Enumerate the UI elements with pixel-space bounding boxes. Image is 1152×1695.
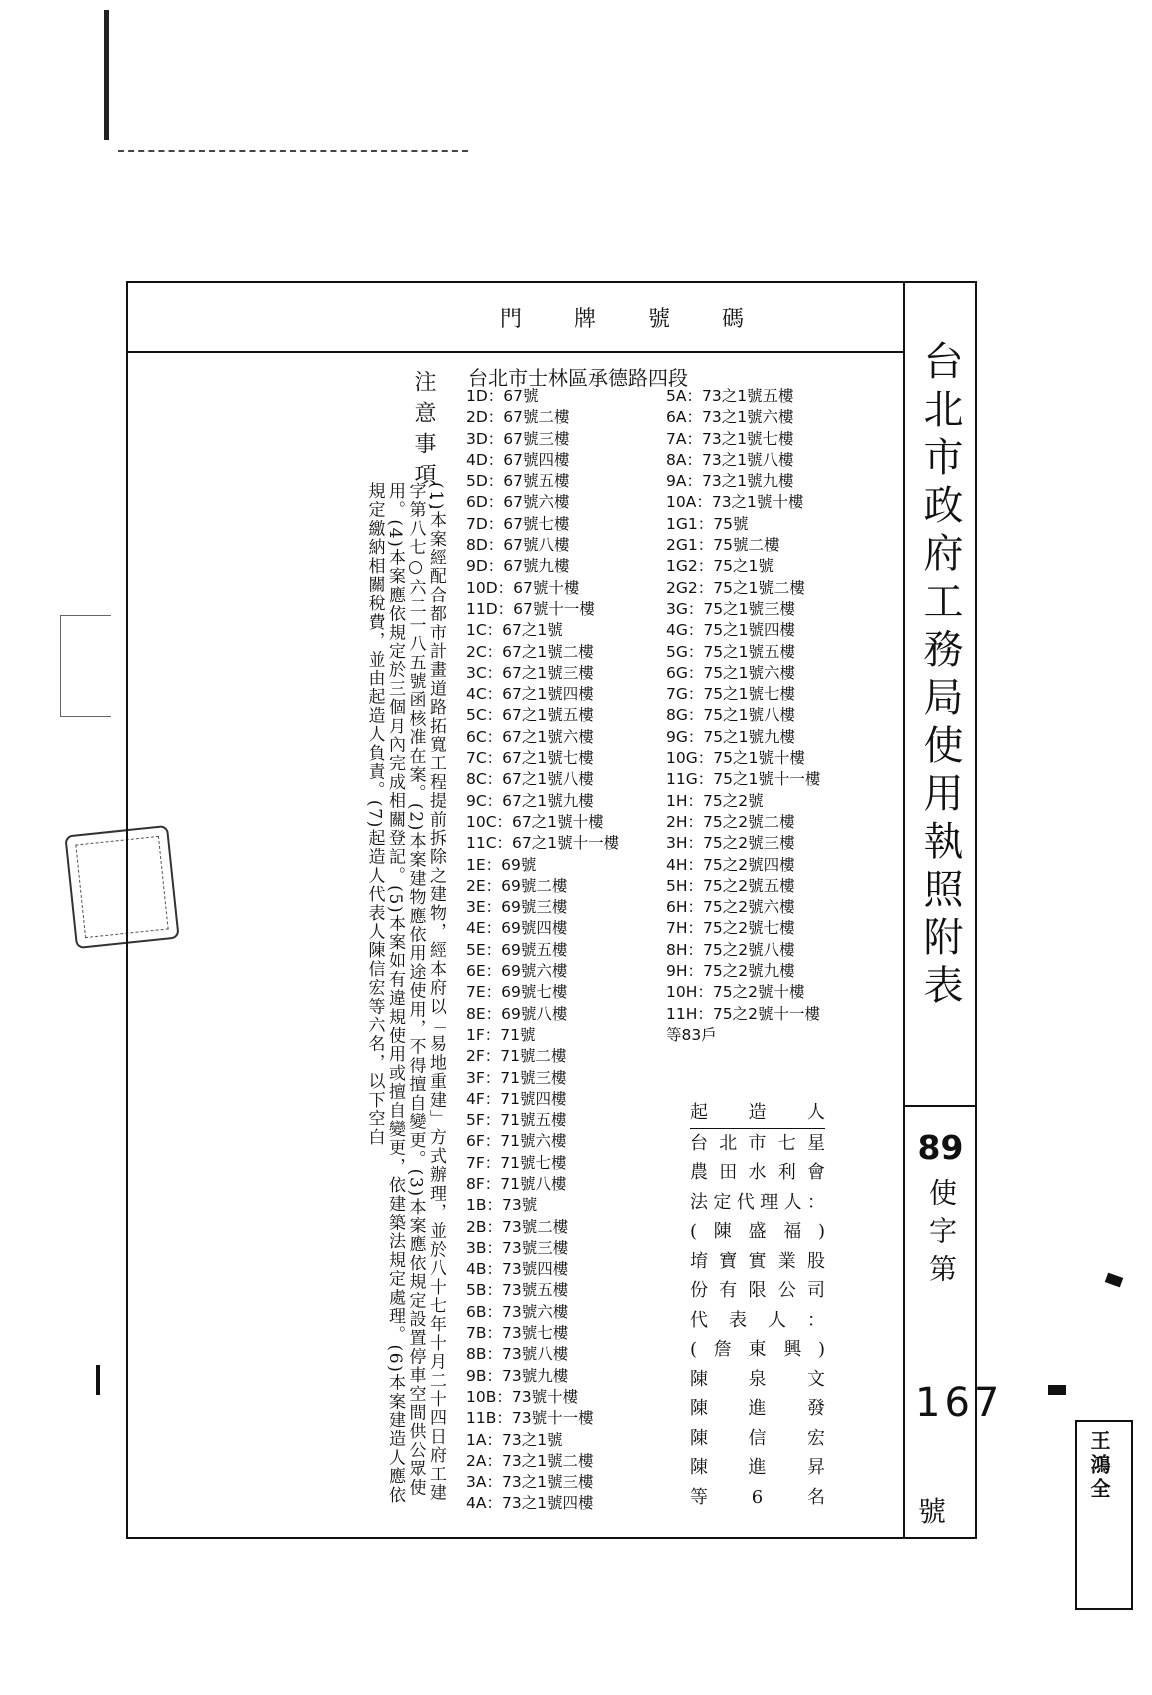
applicant-line: 等6名 xyxy=(690,1486,825,1508)
address-entry: 9C：67之1號九樓 xyxy=(466,791,594,810)
address-entry: 2E：69號二樓 xyxy=(466,876,568,895)
address-entry: 5G：75之1號五樓 xyxy=(666,642,795,661)
applicant-line: 代表人： xyxy=(690,1309,825,1331)
address-entry: 9B：73號九樓 xyxy=(466,1366,569,1385)
official-stamp xyxy=(1075,1420,1133,1610)
scan-mark xyxy=(1048,1385,1066,1395)
address-entry: 6D：67號六樓 xyxy=(466,493,570,512)
address-entry: 2H：75之2號二樓 xyxy=(666,812,795,831)
address-entry: 6H：75之2號六樓 xyxy=(666,898,795,917)
address-entry: 1E：69號 xyxy=(466,855,537,874)
address-entry: 1C：67之1號 xyxy=(466,621,563,640)
applicant-line: (詹東興) xyxy=(690,1339,825,1360)
address-entry: 7G：75之1號七樓 xyxy=(666,685,795,704)
address-entry: 2G1：75號二樓 xyxy=(666,536,780,555)
address-entry: 9G：75之1號九樓 xyxy=(666,727,795,746)
address-entry: 8H：75之2號八樓 xyxy=(666,940,795,959)
address-entry: 2G2：75之1號二樓 xyxy=(666,578,805,597)
address-entry: 7C：67之1號七樓 xyxy=(466,749,594,768)
address-entry: 4F：71號四樓 xyxy=(466,1089,567,1108)
address-entry: 2D：67號二樓 xyxy=(466,408,570,427)
applicant-line: 農田水利會 xyxy=(690,1162,825,1183)
address-entry: 11D：67號十一樓 xyxy=(466,599,595,618)
address-entry: 1B：73號 xyxy=(466,1196,538,1215)
address-entry: 5C：67之1號五樓 xyxy=(466,706,594,725)
address-entry: 7D：67號七樓 xyxy=(466,514,570,533)
applicant-line: 陳信宏 xyxy=(690,1427,825,1449)
address-entry: 11C：67之1號十一樓 xyxy=(466,834,620,853)
stamp-text: 王鴻全 xyxy=(1087,1430,1111,1502)
address-entry: 3A：73之1號三樓 xyxy=(466,1473,594,1492)
address-entry: 6G：75之1號六樓 xyxy=(666,663,795,682)
address-entry: 3C：67之1號三樓 xyxy=(466,663,594,682)
address-entry: 4A：73之1號四樓 xyxy=(466,1494,594,1513)
applicant-line: 陳進昇 xyxy=(690,1457,825,1478)
address-entry: 1G1：75號 xyxy=(666,514,749,533)
address-entry: 11B：73號十一樓 xyxy=(466,1409,594,1428)
address-entry: 10C：67之1號十樓 xyxy=(466,812,604,831)
notes-title: 注意事項： xyxy=(411,370,436,525)
address-entry: 8D：67號八樓 xyxy=(466,536,570,555)
address-entry: 8F：71號八樓 xyxy=(466,1174,567,1193)
address-entry: 3B：73號三樓 xyxy=(466,1238,569,1257)
address-entry: 7H：75之2號七樓 xyxy=(666,919,795,938)
address-entry: 6B：73號六樓 xyxy=(466,1302,569,1321)
address-entry: 9H：75之2號九樓 xyxy=(666,962,795,981)
address-entry: 2B：73號二樓 xyxy=(466,1217,569,1236)
binding-edge-mark xyxy=(104,10,109,140)
field-heading: 門牌號碼 xyxy=(500,307,797,332)
license-suffix: 號 xyxy=(918,1495,947,1528)
scan-rule-line xyxy=(118,150,468,152)
license-year: 89 xyxy=(917,1128,964,1167)
license-word: 使字第 xyxy=(925,1178,958,1292)
applicant-line: 陳進發 xyxy=(690,1398,825,1419)
address-entry: 1D：67號 xyxy=(466,387,539,405)
address-entry: 5D：67號五樓 xyxy=(466,472,570,491)
address-entry: 3G：75之1號三樓 xyxy=(666,599,795,618)
address-entry: 6C：67之1號六樓 xyxy=(466,727,594,746)
address-entry: 3F：71號三樓 xyxy=(466,1068,567,1087)
address-entry: 1F：71號 xyxy=(466,1025,536,1044)
address-entry: 11G：75之1號十一樓 xyxy=(666,770,821,789)
applicant-line: 法定代理人： xyxy=(690,1191,825,1213)
address-entry: 4B：73號四樓 xyxy=(466,1260,569,1279)
address-entry: 2F：71號二樓 xyxy=(466,1047,567,1066)
address-column-a xyxy=(466,386,619,1515)
address-entry: 等83戶 xyxy=(666,1025,717,1044)
address-entry: 6A：73之1號六樓 xyxy=(666,408,794,427)
address-entry: 9A：73之1號九樓 xyxy=(666,472,794,491)
address-entry: 6F：71號六樓 xyxy=(466,1132,567,1151)
address-entry: 8E：69號八樓 xyxy=(466,1004,568,1023)
address-entry: 8B：73號八樓 xyxy=(466,1345,569,1364)
address-entry: 10A：73之1號十樓 xyxy=(666,493,804,512)
address-entry: 5F：71號五樓 xyxy=(466,1111,567,1130)
applicant-block xyxy=(690,1098,825,1512)
address-entry: 5E：69號五樓 xyxy=(466,940,568,959)
address-entry: 2A：73之1號二樓 xyxy=(466,1451,594,1470)
notes-body: (1)本案經配合都市計畫道路拓寬工程提前拆除之建物，經本府以「易地重建」方式辦理，並於八十七年十月二十四日府工建字第八七○六二一八五號函核准在案。(2)本案建物應依用途使用，不得擅自變更。(3)本案應依規定設置停車空間供公眾使用。(4)本案應依規定於三個月內完成相關登記。(5)本案如有違規使用或擅自變更，依建築法規定處理。(6)本案建造人應依規定繳納相關稅費，並由起造人負責。(7)起造人代表人陳信宏等六名，以下空白 xyxy=(364,482,446,1505)
address-entry: 2C：67之1號二樓 xyxy=(466,642,594,661)
form-title: 台北市政府工務局使用執照附表 xyxy=(917,340,963,1012)
applicant-line: (陳盛福) xyxy=(690,1221,825,1242)
column-divider xyxy=(903,283,905,1537)
address-entry: 3E：69號三樓 xyxy=(466,898,568,917)
scan-mark xyxy=(1105,1273,1123,1288)
applicant-line: 陳泉文 xyxy=(690,1368,825,1390)
address-entry: 11H：75之2號十一樓 xyxy=(666,1004,820,1023)
column-separator xyxy=(905,1105,975,1107)
address-entry: 4C：67之1號四樓 xyxy=(466,685,594,704)
address-entry: 8A：73之1號八樓 xyxy=(666,450,794,469)
address-entry: 10G：75之1號十樓 xyxy=(666,749,805,768)
address-entry: 5H：75之2號五樓 xyxy=(666,876,795,895)
address-entry: 4H：75之2號四樓 xyxy=(666,855,795,874)
address-entry: 1G2：75之1號 xyxy=(666,557,774,576)
address-entry: 5B：73號五樓 xyxy=(466,1281,569,1300)
address-entry: 3D：67號三樓 xyxy=(466,429,570,448)
address-entry: 7E：69號七樓 xyxy=(466,983,568,1002)
address-heading: 台北市士林區承德路四段 xyxy=(468,366,688,390)
address-entry: 10H：75之2號十樓 xyxy=(666,983,805,1002)
address-entry: 8C：67之1號八樓 xyxy=(466,770,594,789)
address-entry: 4E：69號四樓 xyxy=(466,919,568,938)
scan-bracket-mark xyxy=(60,615,111,717)
license-number: 167 xyxy=(915,1380,1004,1426)
address-column-b xyxy=(666,386,820,1046)
applicant-line: 份有限公司 xyxy=(690,1280,825,1301)
address-entry: 1A：73之1號 xyxy=(466,1430,563,1449)
address-entry: 10D：67號十樓 xyxy=(466,578,580,597)
address-entry: 7B：73號七樓 xyxy=(466,1324,569,1343)
scan-mark xyxy=(96,1365,100,1395)
address-entry: 7F：71號七樓 xyxy=(466,1153,567,1172)
address-entry: 8G：75之1號八樓 xyxy=(666,706,795,725)
address-entry: 7A：73之1號七樓 xyxy=(666,429,794,448)
applicant-heading: 起造人 xyxy=(690,1098,825,1129)
address-entry: 10B：73號十樓 xyxy=(466,1387,579,1406)
address-entry: 1H：75之2號 xyxy=(666,791,764,810)
address-entry: 6E：69號六樓 xyxy=(466,962,568,981)
address-entry: 5A：73之1號五樓 xyxy=(666,387,794,405)
address-entry: 4G：75之1號四樓 xyxy=(666,621,795,640)
address-entry: 9D：67號九樓 xyxy=(466,557,570,576)
address-entry: 3H：75之2號三樓 xyxy=(666,834,795,853)
applicant-line: 台北市七星 xyxy=(690,1132,825,1154)
applicant-line: 堉寶實業股 xyxy=(690,1250,825,1272)
address-entry: 4D：67號四樓 xyxy=(466,450,570,469)
